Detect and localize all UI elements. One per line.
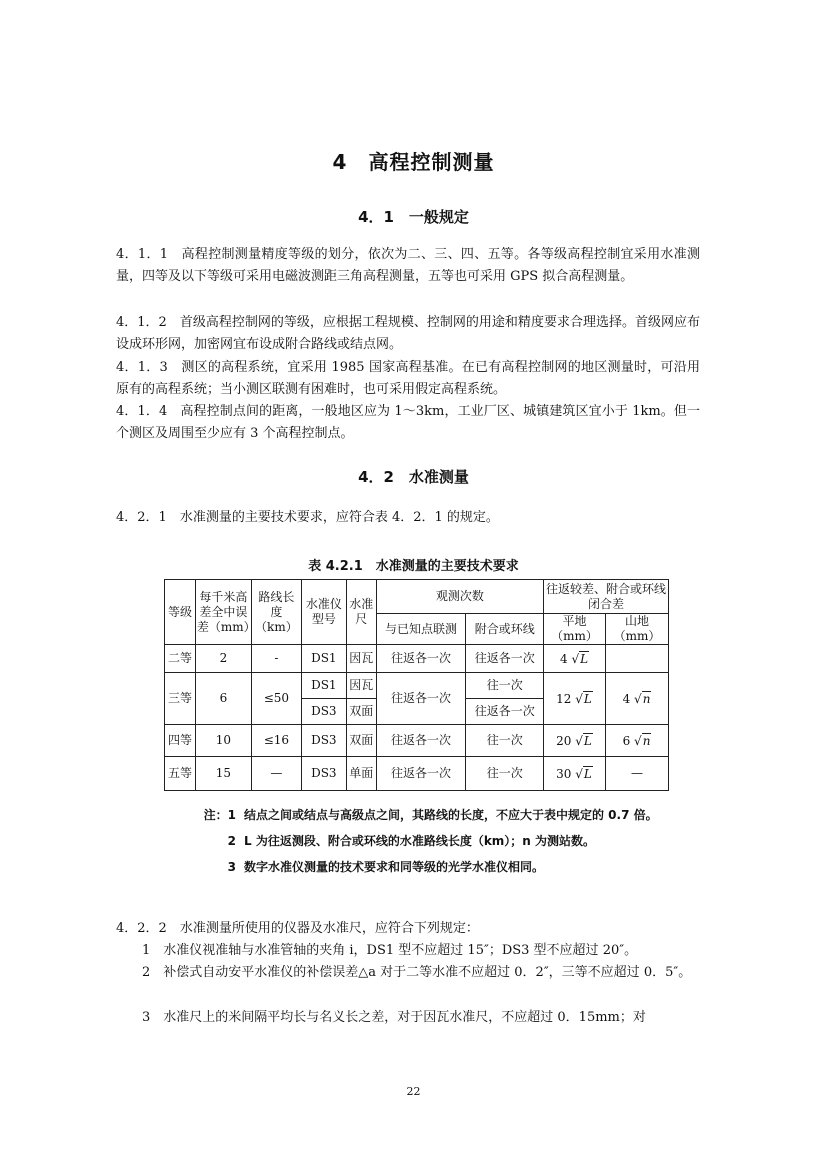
cell-length: ≤50 xyxy=(251,673,301,725)
sqrt-icon: √L xyxy=(575,766,592,781)
note-1: 结点之间或结点与高级点之间，其路线的长度，不应大于表中规定的 0.7 倍。 xyxy=(244,808,658,822)
header-flat: 平地（mm） xyxy=(544,614,606,645)
clause-4-2-2-item-3: 3 水准尺上的米间隔平均长与名义长之差，对于因瓦水准尺，不应超过 0．15mm；对 xyxy=(142,1010,646,1025)
header-error: 每千米高差全中误差（mm） xyxy=(195,580,251,645)
cell-obs-loop: 往返各一次 xyxy=(466,699,544,725)
note-3-number: 3 xyxy=(227,860,236,874)
cell-grade: 五等 xyxy=(165,757,196,791)
cell-length: - xyxy=(251,645,301,673)
cell-obs-known: 往返各一次 xyxy=(376,757,466,791)
cell-mountain xyxy=(606,645,669,673)
page-number: 22 xyxy=(406,1085,421,1098)
cell-rod: 双面 xyxy=(346,725,376,757)
clause-4-1-4: 4．1．4 高程控制点间的距离，一般地区应为 1～3km，工业厂区、城镇建筑区宜小于 1km。但一个测区及周围至少应有 3 个高程控制点。 xyxy=(116,404,700,441)
sqrt-icon: √L xyxy=(575,691,592,706)
clause-4-1-3: 4．1．3 测区的高程系统，宜采用 1985 国家高程基准。在已有高程控制网的地区测量时，可沿用原有的高程系统；当小测区联测有困难时，也可采用假定高程系统。 xyxy=(116,360,700,397)
cell-flat xyxy=(544,645,606,673)
cell-grade: 二等 xyxy=(165,645,196,673)
flat-var: L xyxy=(583,733,592,748)
cell-instrument: DS3 xyxy=(301,725,346,757)
cell-flat xyxy=(544,673,606,725)
cell-mountain xyxy=(606,673,669,725)
note-3: 数字水准仪测量的技术要求和同等级的光学水准仪相同。 xyxy=(244,860,545,874)
cell-instrument: DS3 xyxy=(301,757,346,791)
flat-coef: 4 xyxy=(559,651,568,666)
clause-4-2-2: 4．2．2 水准测量所使用的仪器及水准尺，应符合下列规定： xyxy=(116,921,479,936)
cell-rod: 因瓦 xyxy=(346,645,376,673)
note-2: L 为往返测段、附合或环线的水准路线长度（km）；n 为测站数。 xyxy=(244,834,596,848)
cell-obs-loop: 往一次 xyxy=(466,673,544,699)
flat-coef: 12 xyxy=(556,691,572,706)
cell-obs-loop: 往一次 xyxy=(466,757,544,791)
cell-instrument: DS1 xyxy=(301,645,346,673)
cell-error: 15 xyxy=(195,757,251,791)
sqrt-icon: √n xyxy=(634,691,651,706)
cell-obs-loop: 往返各一次 xyxy=(466,645,544,673)
flat-var: L xyxy=(583,691,592,706)
cell-length: — xyxy=(251,757,301,791)
header-grade: 等级 xyxy=(165,580,196,645)
clause-4-2-2-item-2: 2 补偿式自动安平水准仪的补偿误差△a 对于二等水准不应超过 0．2″，三等不应超过 0．5″。 xyxy=(142,965,692,980)
chapter-title: 4 高程控制测量 xyxy=(332,150,495,174)
flat-coef: 30 xyxy=(556,766,572,781)
cell-instrument: DS3 xyxy=(301,699,346,725)
sqrt-icon: √n xyxy=(634,733,651,748)
header-obs-loop: 附合或环线 xyxy=(466,614,544,645)
cell-obs-loop: 往一次 xyxy=(466,725,544,757)
cell-rod: 双面 xyxy=(346,699,376,725)
cell-grade: 四等 xyxy=(165,725,196,757)
cell-error: 10 xyxy=(195,725,251,757)
flat-var: L xyxy=(583,766,592,781)
table-notes xyxy=(190,802,680,880)
cell-obs-known: 往返各一次 xyxy=(376,725,466,757)
section-title-4-2: 4．2 水准测量 xyxy=(358,468,469,486)
cell-length: ≤16 xyxy=(251,725,301,757)
sqrt-icon: √L xyxy=(575,733,592,748)
cell-error: 2 xyxy=(195,645,251,673)
header-obs-known: 与已知点联测 xyxy=(376,614,466,645)
flat-coef: 20 xyxy=(556,733,572,748)
table-row xyxy=(165,645,669,673)
header-observations: 观测次数 xyxy=(376,580,543,614)
table-row xyxy=(165,673,669,699)
cell-obs-known: 往返各一次 xyxy=(376,645,466,673)
table-row xyxy=(165,757,669,791)
mountain-coef: 4 xyxy=(622,691,631,706)
mountain-coef: 6 xyxy=(622,733,631,748)
cell-instrument: DS1 xyxy=(301,673,346,699)
mountain-var: n xyxy=(642,691,651,706)
clause-4-2-1: 4．2．1 水准测量的主要技术要求，应符合表 4．2．1 的规定。 xyxy=(116,510,499,525)
table-row xyxy=(165,725,669,757)
header-length: 路线长度（km） xyxy=(251,580,301,645)
sqrt-icon: √L xyxy=(571,651,589,666)
cell-mountain: — xyxy=(606,757,669,791)
header-rod: 水准尺 xyxy=(346,580,376,645)
cell-rod: 单面 xyxy=(346,757,376,791)
section-title-4-1: 4．1 一般规定 xyxy=(358,208,469,226)
clause-4-2-2-item-1: 1 水准仪视准轴与水准管轴的夹角 i，DS1 型不应超过 15″；DS3 型不应超过 20″。 xyxy=(142,943,638,958)
cell-grade: 三等 xyxy=(165,673,196,725)
cell-error: 6 xyxy=(195,673,251,725)
clause-4-1-1: 4．1．1 高程控制测量精度等级的划分，依次为二、三、四、五等。各等级高程控制宜采用水准测量，四等及以下等级可采用电磁波测距三角高程测量，五等也可采用 GPS 拟合高程测量。 xyxy=(116,247,700,284)
note-label: 注：1 xyxy=(203,808,236,822)
cell-flat xyxy=(544,757,606,791)
flat-var: L xyxy=(580,651,589,666)
cell-rod: 因瓦 xyxy=(346,673,376,699)
cell-flat xyxy=(544,725,606,757)
leveling-spec-table xyxy=(164,579,669,791)
cell-mountain xyxy=(606,725,669,757)
mountain-var: n xyxy=(642,733,651,748)
header-instrument: 水准仪型号 xyxy=(301,580,346,645)
cell-obs-known: 往返各一次 xyxy=(376,673,466,725)
header-mountain: 山地（mm） xyxy=(606,614,669,645)
clause-4-1-2: 4．1．2 首级高程控制网的等级，应根据工程规模、控制网的用途和精度要求合理选择。首级网应布设成环形网，加密网宜布设成附合路线或结点网。 xyxy=(116,315,700,352)
note-2-number: 2 xyxy=(227,834,236,848)
table-title: 表 4.2.1 水准测量的主要技术要求 xyxy=(308,559,519,574)
header-closure: 往返较差、附合或环线闭合差 xyxy=(544,580,669,614)
